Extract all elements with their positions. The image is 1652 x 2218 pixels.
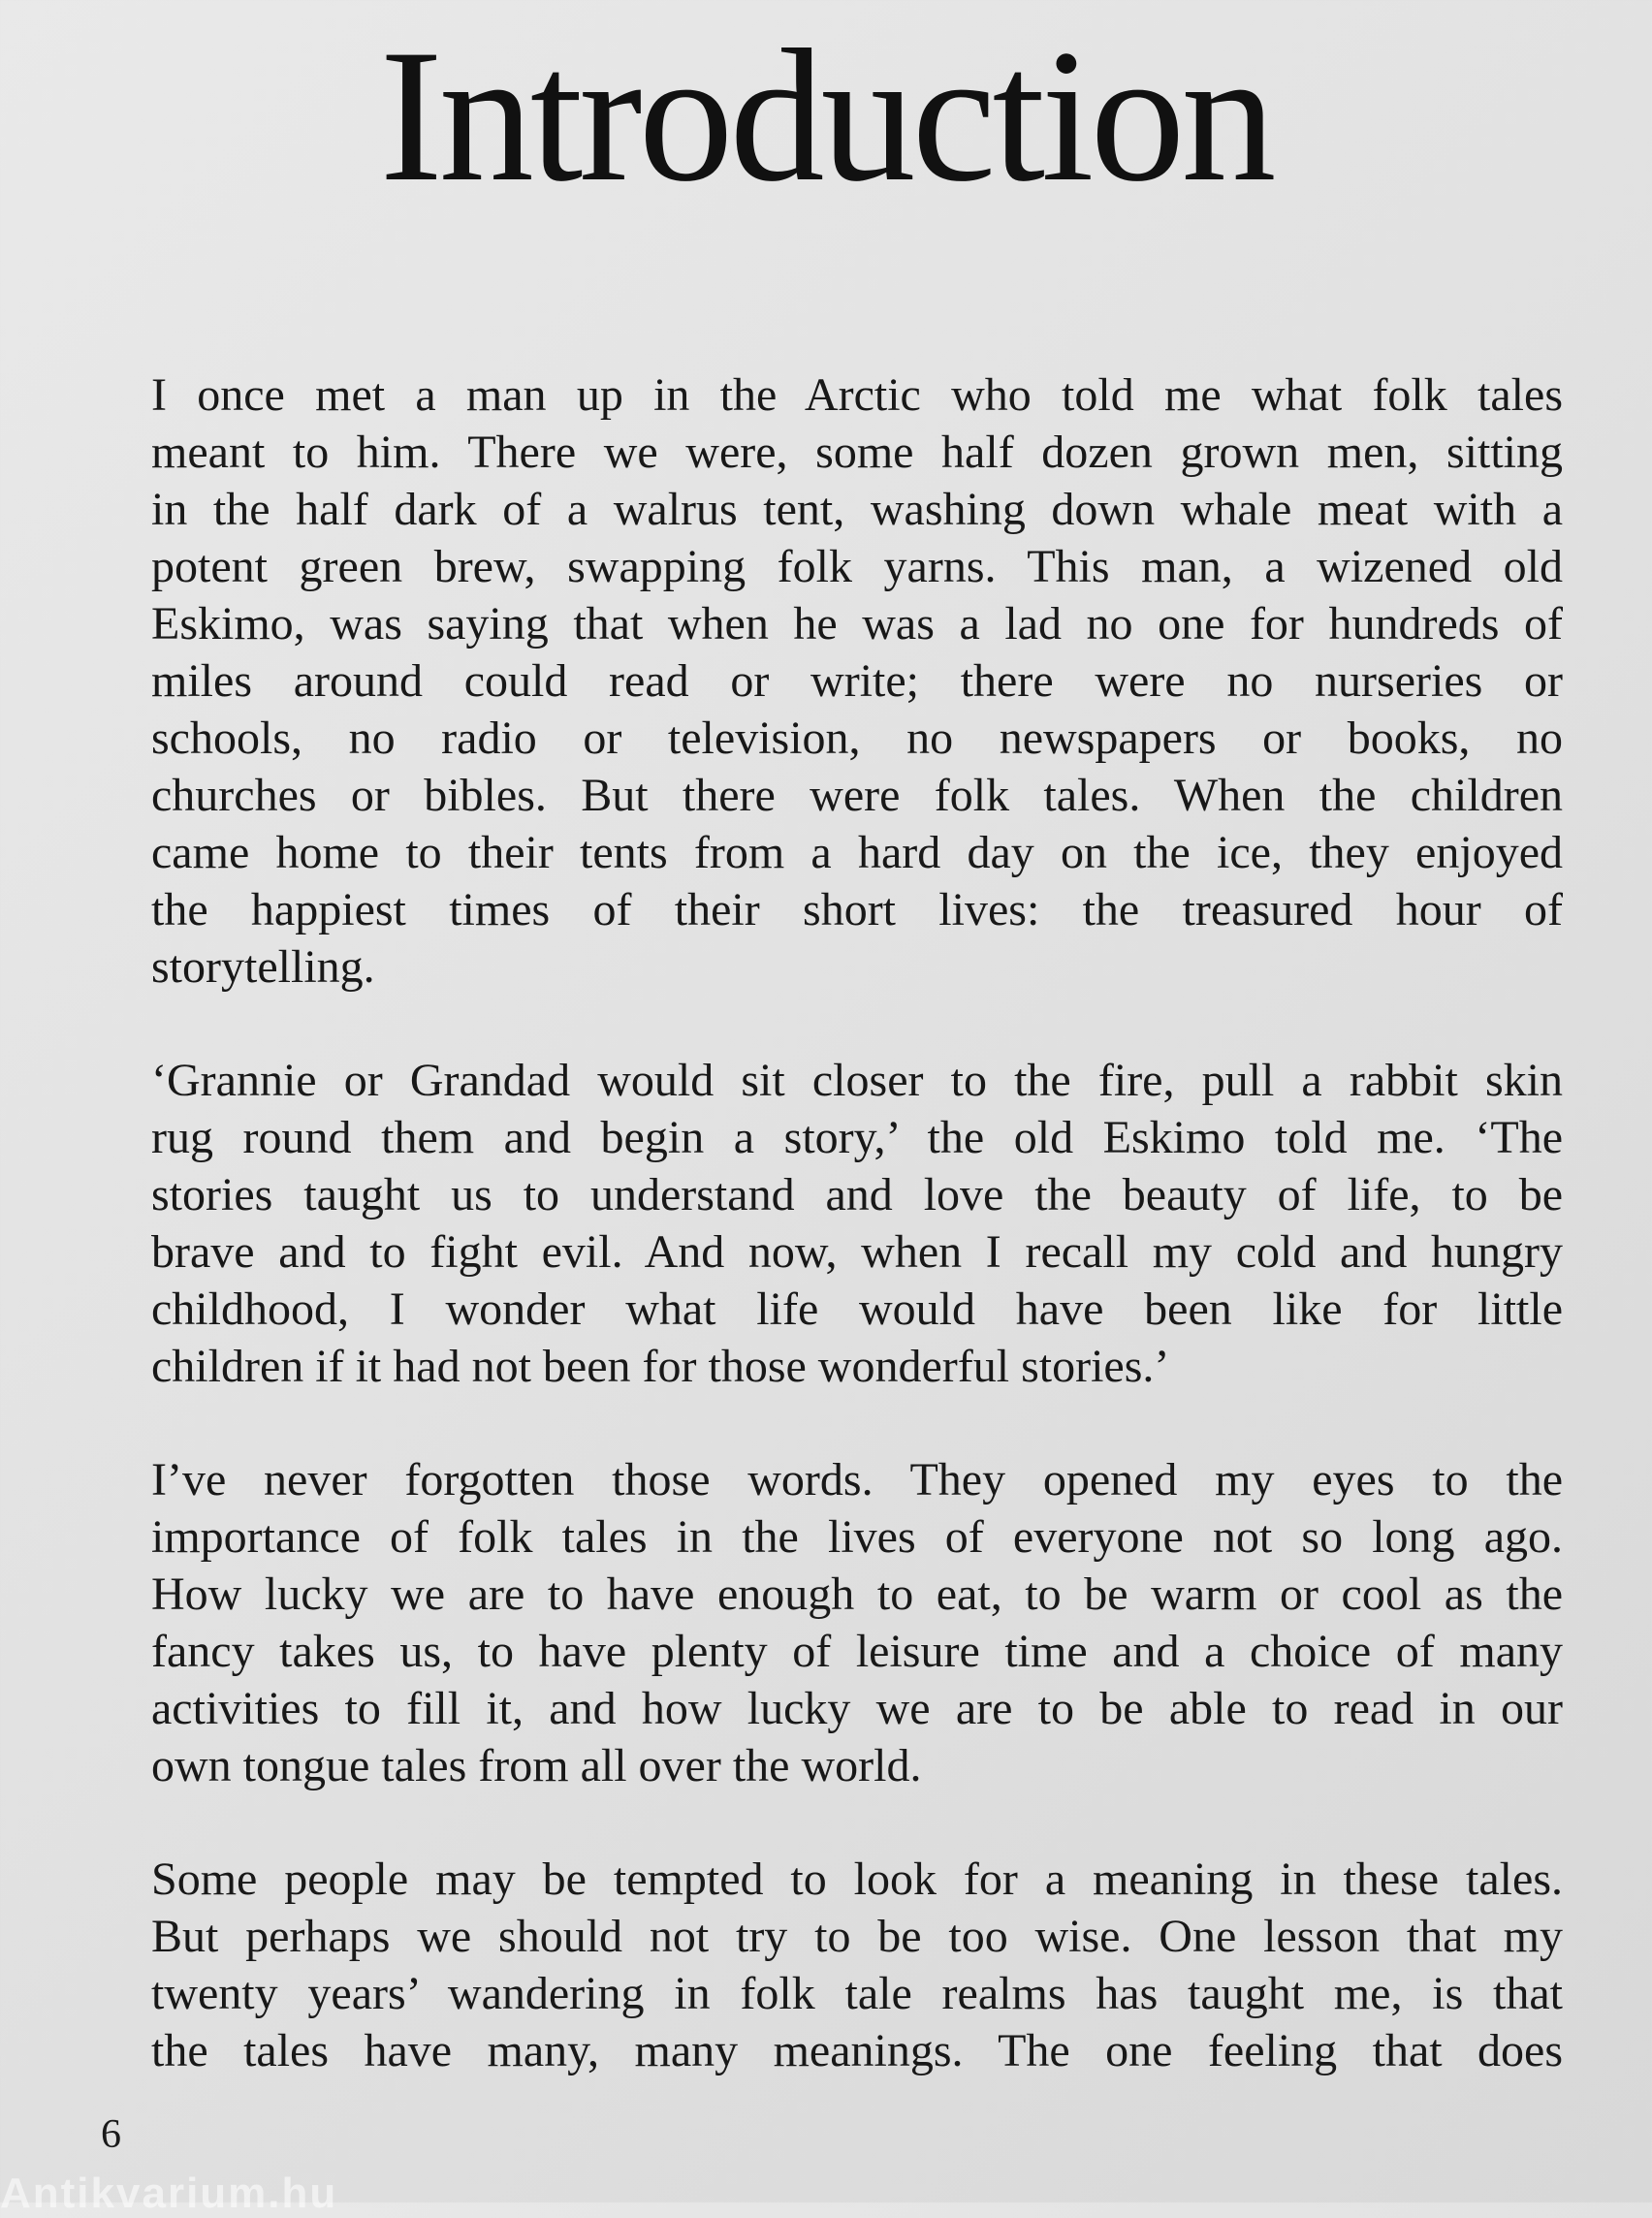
- text-line: rug round them and begin a story,’ the old Eskimo told me. ‘The: [151, 1112, 1563, 1163]
- text-line: childhood, I wonder what life would have been like for little: [151, 1283, 1563, 1335]
- text-line: fancy takes us, to have plenty of leisure time and a choice of many: [151, 1626, 1563, 1677]
- paragraph-1: [151, 366, 1563, 996]
- paragraph-3: [151, 1451, 1563, 1794]
- text-line: the tales have many, many meanings. The one feeling that does: [151, 2025, 1563, 2076]
- text-line: meant to him. There we were, some half dozen grown men, sitting: [151, 427, 1563, 478]
- text-line: But perhaps we should not try to be too wise. One lesson that my: [151, 1911, 1563, 1962]
- text-line: potent green brew, swapping folk yarns. This man, a wizened old: [151, 541, 1563, 592]
- text-line: Some people may be tempted to look for a meaning in these tales.: [151, 1854, 1563, 1905]
- text-line: How lucky we are to have enough to eat, to be warm or cool as the: [151, 1568, 1563, 1620]
- text-line: the happiest times of their short lives: the treasured hour of: [151, 884, 1563, 935]
- text-line: stories taught us to understand and love the beauty of life, to be: [151, 1169, 1563, 1220]
- text-line: schools, no radio or television, no newspapers or books, no: [151, 713, 1563, 764]
- text-line: churches or bibles. But there were folk tales. When the children: [151, 770, 1563, 821]
- watermark: Antikvarium.hu: [0, 2170, 338, 2217]
- text-line: brave and to fight evil. And now, when I recall my cold and hungry: [151, 1226, 1563, 1278]
- page-number: 6: [101, 2112, 121, 2157]
- body-text: [151, 366, 1563, 2136]
- paragraph-4: [151, 1851, 1563, 2079]
- text-line: I once met a man up in the Arctic who told me what folk tales: [151, 369, 1563, 421]
- text-line: ‘Grannie or Grandad would sit closer to the fire, pull a rabbit skin: [151, 1055, 1563, 1106]
- text-line: twenty years’ wandering in folk tale realms has taught me, is that: [151, 1968, 1563, 2019]
- text-line: own tongue tales from all over the world.: [151, 1740, 922, 1791]
- paragraph-2: [151, 1052, 1563, 1395]
- text-line: importance of folk tales in the lives of everyone not so long ago.: [151, 1511, 1563, 1563]
- text-line: children if it had not been for those wonderful stories.’: [151, 1341, 1170, 1392]
- text-line: Eskimo, was saying that when he was a lad no one for hundreds of: [151, 598, 1563, 650]
- text-line: activities to fill it, and how lucky we are to be able to read in our: [151, 1683, 1563, 1734]
- text-line: I’ve never forgotten those words. They opened my eyes to the: [151, 1454, 1563, 1505]
- page-title: Introduction: [379, 11, 1273, 221]
- text-line: in the half dark of a walrus tent, washing down whale meat with a: [151, 484, 1563, 535]
- text-line: miles around could read or write; there were no nurseries or: [151, 655, 1563, 707]
- text-line: storytelling.: [151, 941, 375, 993]
- text-line: came home to their tents from a hard day on the ice, they enjoyed: [151, 827, 1563, 878]
